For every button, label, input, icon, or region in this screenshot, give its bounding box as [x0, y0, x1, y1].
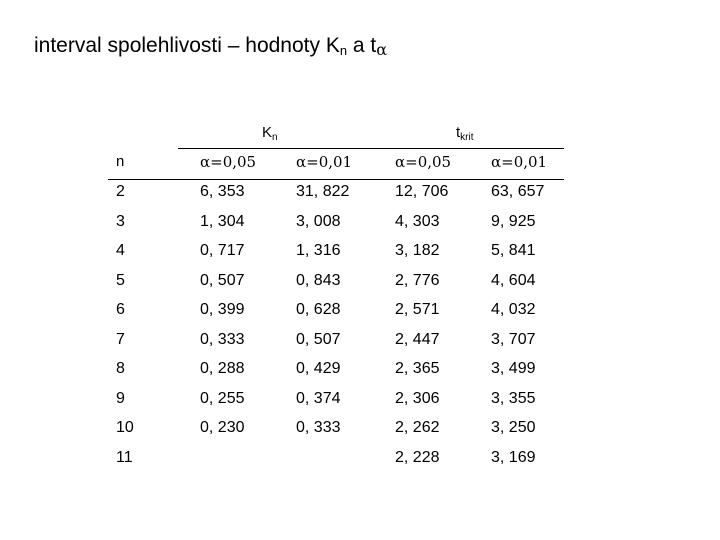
- page-title: [34, 34, 387, 59]
- table-cell-tkrit-005: 2, 447: [395, 331, 440, 348]
- group-header-kn: [262, 124, 278, 143]
- table-cell-kn-001: 0, 628: [296, 301, 341, 318]
- table-cell-tkrit-001: 3, 499: [491, 360, 536, 377]
- table-cell-tkrit-005: 2, 776: [395, 272, 440, 289]
- table-cell-kn-001: 0, 507: [296, 331, 341, 348]
- table-cell-tkrit-001: 3, 169: [491, 449, 536, 466]
- column-header-kn-alpha-001: α=0,01: [296, 153, 353, 171]
- table-cell-kn-005: 0, 230: [200, 419, 245, 436]
- table-cell-kn-005: 0, 507: [200, 272, 245, 289]
- title-text-mid: a t: [347, 34, 377, 57]
- table-cell-kn-001: 31, 822: [296, 183, 350, 200]
- table-cell-n: 6: [116, 301, 125, 318]
- table-cell-kn-005: 0, 255: [200, 390, 245, 407]
- table-cell-kn-005: 0, 333: [200, 331, 245, 348]
- column-header-t-alpha-001: α=0,01: [491, 153, 548, 171]
- table-cell-tkrit-001: 4, 604: [491, 272, 536, 289]
- table-cell-n: 2: [116, 183, 125, 200]
- table-cell-kn-001: 1, 316: [296, 242, 341, 259]
- table-cell-kn-005: 1, 304: [200, 213, 245, 230]
- table-cell-tkrit-005: 2, 365: [395, 360, 440, 377]
- table-cell-tkrit-005: 3, 182: [395, 242, 440, 259]
- header-rule-top: [178, 148, 564, 149]
- table-cell-tkrit-001: 9, 925: [491, 213, 536, 230]
- table-cell-kn-001: 0, 333: [296, 419, 341, 436]
- group-header-kn-main: K: [262, 124, 273, 141]
- title-text: interval spolehlivosti – hodnoty K: [34, 34, 340, 57]
- table-cell-n: 11: [116, 449, 133, 466]
- table-cell-n: 5: [116, 272, 125, 289]
- table-cell-tkrit-001: 3, 355: [491, 390, 536, 407]
- header-rule-bottom: [108, 179, 564, 180]
- group-header-kn-sub: n: [272, 132, 278, 143]
- group-header-tkrit-main: t: [456, 124, 461, 141]
- table-cell-kn-001: 0, 429: [296, 360, 341, 377]
- table-cell-kn-001: 3, 008: [296, 213, 341, 230]
- title-alpha-subscript: α: [376, 40, 388, 59]
- table-cell-kn-005: 6, 353: [200, 183, 245, 200]
- table-cell-n: 4: [116, 242, 125, 259]
- table-cell-tkrit-001: 3, 707: [491, 331, 536, 348]
- table-cell-kn-001: 0, 843: [296, 272, 341, 289]
- table-cell-tkrit-001: 5, 841: [491, 242, 536, 259]
- table-cell-tkrit-005: 4, 303: [395, 213, 440, 230]
- group-header-tkrit-sub: krit: [460, 132, 474, 143]
- table-cell-n: 10: [116, 419, 134, 436]
- table-cell-tkrit-005: 2, 306: [395, 390, 440, 407]
- table-cell-kn-005: 0, 288: [200, 360, 245, 377]
- table-cell-kn-005: 0, 717: [200, 242, 245, 259]
- group-header-tkrit: [456, 124, 474, 143]
- table-cell-tkrit-005: 2, 228: [395, 449, 440, 466]
- table-cell-n: 3: [116, 213, 125, 230]
- table-cell-n: 8: [116, 360, 125, 377]
- table-cell-kn-005: 0, 399: [200, 301, 245, 318]
- table-cell-kn-001: 0, 374: [296, 390, 341, 407]
- table-cell-tkrit-005: 12, 706: [395, 183, 449, 200]
- table-cell-tkrit-005: 2, 262: [395, 419, 440, 436]
- column-header-n: n: [116, 153, 125, 170]
- table-cell-tkrit-005: 2, 571: [395, 301, 440, 318]
- table-cell-tkrit-001: 4, 032: [491, 301, 536, 318]
- table-cell-tkrit-001: 63, 657: [491, 183, 545, 200]
- column-header-t-alpha-005: α=0,05: [395, 153, 452, 171]
- column-header-kn-alpha-005: α=0,05: [200, 153, 257, 171]
- table-cell-tkrit-001: 3, 250: [491, 419, 536, 436]
- title-subscript-n: n: [339, 43, 348, 58]
- table-cell-n: 9: [116, 390, 125, 407]
- table-cell-n: 7: [116, 331, 125, 348]
